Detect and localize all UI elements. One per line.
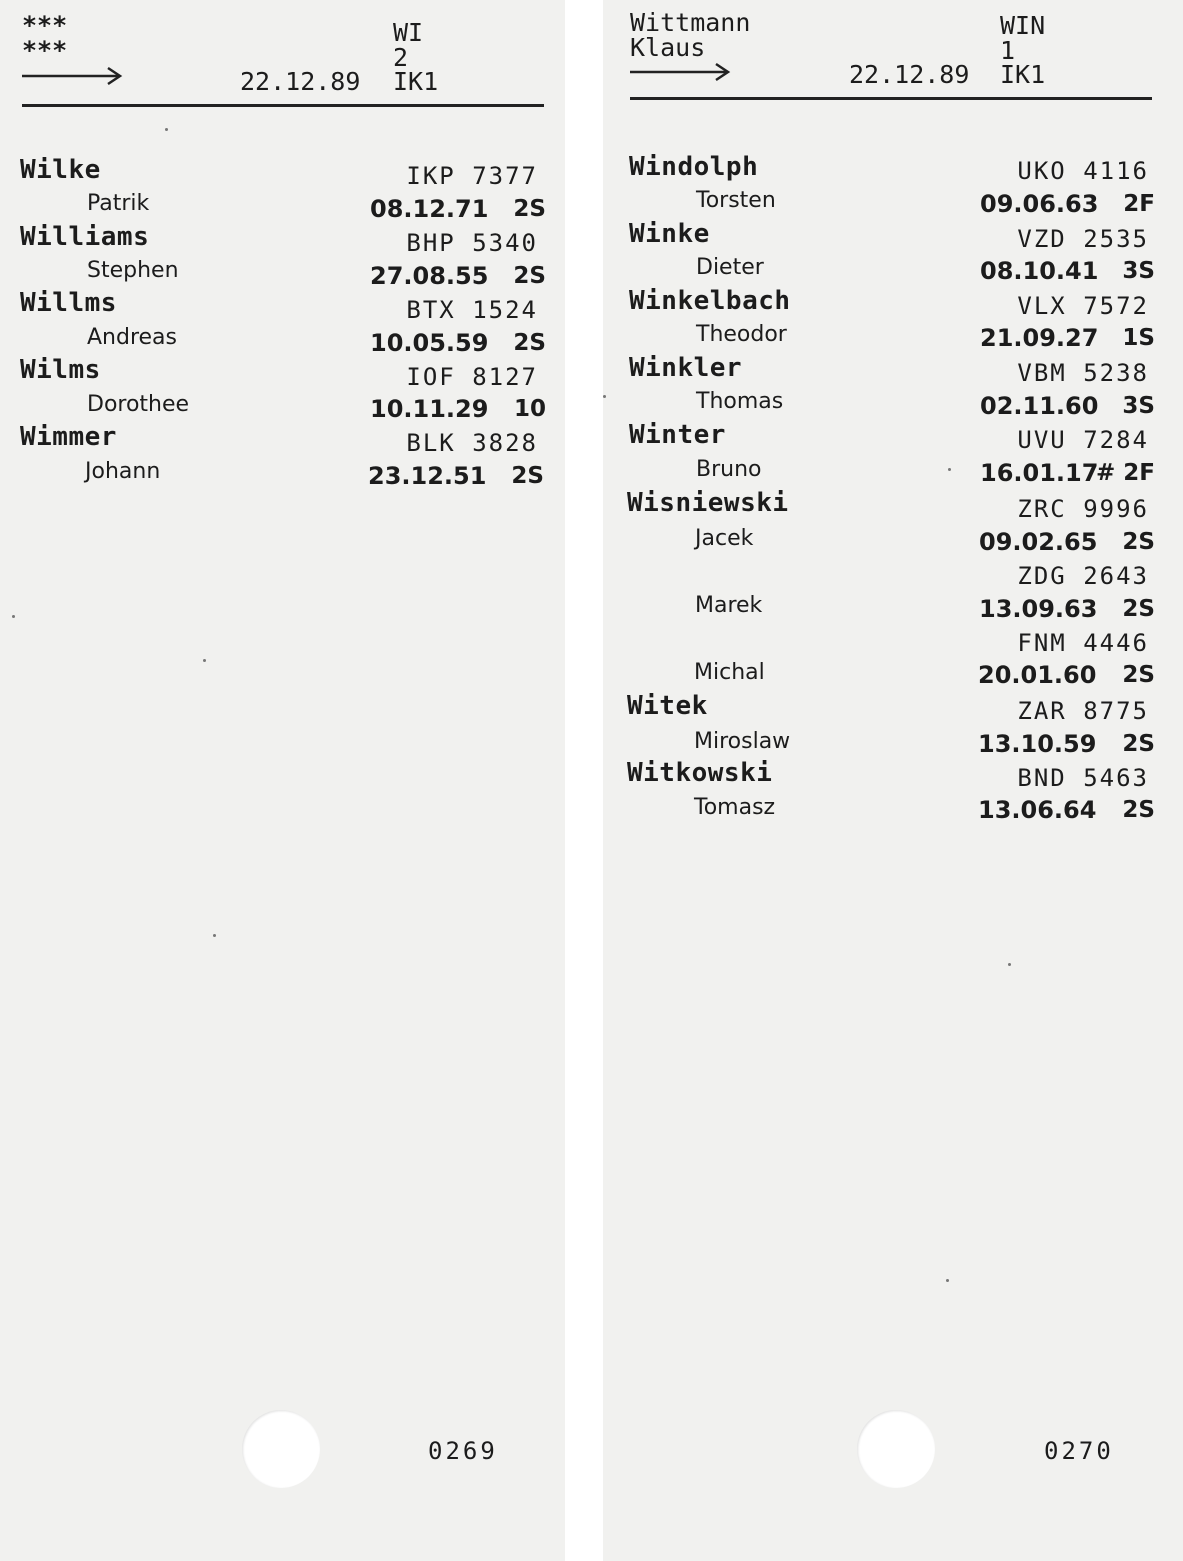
entry-code: BTX 1524 [406, 296, 538, 324]
entry-date: 13.10.59 [978, 730, 1097, 758]
entry-code: ZDG 2643 [1017, 562, 1149, 590]
entry-surname: Witek [627, 691, 708, 721]
entry-code: VLX 7572 [1017, 292, 1149, 320]
header-divider [22, 104, 544, 107]
paper-speck [948, 468, 951, 471]
header-date: 22.12.89 [240, 67, 361, 96]
entry-category: 2S [513, 196, 546, 222]
entry-category: 2S [513, 263, 546, 289]
entry-given-name: Thomas [696, 389, 784, 414]
entry-category: 2S [511, 463, 544, 489]
entry-code: FNM 4446 [1017, 629, 1149, 657]
paper-speck [12, 615, 15, 618]
arrow-right-icon [630, 62, 732, 82]
page-number: 0269 [428, 1437, 498, 1465]
entry-category: 2S [1122, 596, 1155, 622]
entry-category: 2S [1122, 731, 1155, 757]
entry-given-name: Jacek [695, 526, 754, 551]
entry-given-name: Stephen [87, 258, 179, 283]
entry-category: 10 [513, 396, 546, 422]
header-code: WIN [1000, 11, 1046, 40]
paper-speck [946, 1279, 949, 1282]
entry-surname: Wisniewski [627, 488, 789, 518]
card-left [0, 0, 565, 1561]
entry-code: VZD 2535 [1017, 225, 1149, 253]
arrow-right-icon [22, 66, 124, 86]
punch-hole [857, 1410, 935, 1488]
entry-code: ZRC 9996 [1017, 495, 1149, 523]
header-line1-left: *** [22, 11, 68, 40]
entry-surname: Witkowski [627, 758, 773, 788]
header-line2-left: *** [22, 36, 68, 65]
entry-given-name: Torsten [696, 188, 776, 213]
entry-category: 3S [1122, 393, 1155, 419]
entry-category: 1S [1122, 325, 1155, 351]
header-code: WI [393, 18, 424, 47]
header-date: 22.12.89 [849, 60, 970, 89]
entry-given-name: Dieter [696, 255, 764, 280]
entry-code: VBM 5238 [1017, 359, 1149, 387]
entry-date: 27.08.55 [370, 262, 489, 290]
page-number: 0270 [1044, 1437, 1114, 1465]
entry-given-name: Theodor [696, 322, 787, 347]
entry-code: BHP 5340 [406, 229, 538, 257]
entry-surname: Winkler [629, 353, 743, 383]
paper-speck [603, 395, 606, 398]
entry-surname: Windolph [629, 152, 759, 182]
entry-category: 2S [1122, 662, 1155, 688]
entry-category: # 2F [1096, 460, 1155, 486]
entry-code: IKP 7377 [406, 162, 538, 190]
entry-given-name: Tomasz [694, 795, 776, 820]
entry-code: UVU 7284 [1017, 426, 1149, 454]
entry-date: 08.12.71 [370, 195, 489, 223]
header-unit: IK1 [393, 67, 439, 96]
entry-given-name: Marek [695, 593, 763, 618]
entry-given-name: Miroslaw [694, 729, 791, 754]
entry-code: BND 5463 [1017, 764, 1149, 792]
entry-code: ZAR 8775 [1017, 697, 1149, 725]
entry-category: 2S [513, 330, 546, 356]
paper-speck [165, 128, 168, 131]
entry-surname: Winter [629, 420, 726, 450]
entry-date: 09.06.63 [980, 190, 1099, 218]
entry-surname: Wimmer [20, 422, 117, 452]
card-right [603, 0, 1183, 1561]
entry-date: 09.02.65 [979, 528, 1098, 556]
header-unit: IK1 [1000, 60, 1046, 89]
entry-surname: Wilke [20, 155, 101, 185]
header-sequence: 1 [1000, 36, 1016, 65]
entry-date: 08.10.41 [980, 257, 1099, 285]
entry-given-name: Johann [85, 459, 161, 484]
entry-given-name: Michal [694, 660, 765, 685]
entry-surname: Winkelbach [629, 286, 791, 316]
entry-code: BLK 3828 [406, 429, 538, 457]
entry-date: 16.01.17 [980, 459, 1099, 487]
header-sequence: 2 [393, 43, 409, 72]
entry-surname: Wilms [20, 355, 101, 385]
paper-speck [213, 934, 216, 937]
paper-speck [203, 659, 206, 662]
entry-surname: Winke [629, 219, 710, 249]
entry-date: 21.09.27 [980, 324, 1099, 352]
entry-category: 3S [1122, 258, 1155, 284]
entry-given-name: Andreas [87, 325, 177, 350]
entry-date: 13.06.64 [978, 796, 1097, 824]
header-line1-left: Wittmann [630, 8, 751, 37]
header-divider [630, 97, 1152, 100]
punch-hole [242, 1410, 320, 1488]
entry-surname: Williams [20, 222, 150, 252]
paper-speck [1008, 963, 1011, 966]
entry-category: 2S [1122, 529, 1155, 555]
entry-code: IOF 8127 [406, 363, 538, 391]
entry-date: 23.12.51 [368, 462, 487, 490]
entry-date: 13.09.63 [979, 595, 1098, 623]
entry-code: UKO 4116 [1017, 157, 1149, 185]
entry-category: 2S [1122, 797, 1155, 823]
entry-date: 20.01.60 [978, 661, 1097, 689]
entry-date: 02.11.60 [980, 392, 1099, 420]
entry-category: 2F [1123, 191, 1155, 217]
entry-date: 10.05.59 [370, 329, 489, 357]
entry-date: 10.11.29 [370, 395, 489, 423]
header-line2-left: Klaus [630, 33, 706, 62]
entry-given-name: Dorothee [87, 392, 190, 417]
entry-given-name: Patrik [87, 191, 150, 216]
entry-surname: Willms [20, 288, 117, 318]
entry-given-name: Bruno [696, 457, 762, 482]
